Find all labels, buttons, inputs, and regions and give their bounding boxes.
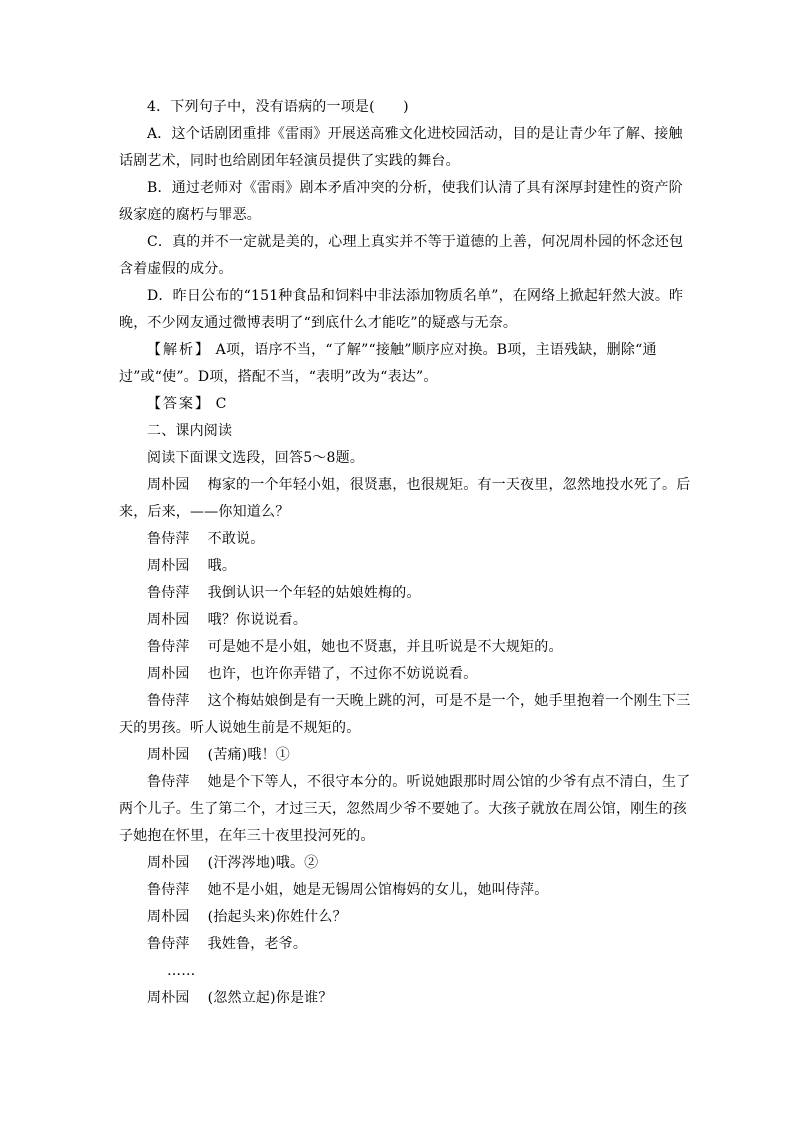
dialogue-text: 她是个下等人，不很守本分的。听说她跟那时周公馆的少爷有点不清白，生了 [207, 774, 691, 790]
option-b-line-2: 级家庭的腐朽与罪恶。 [119, 207, 261, 223]
speaker-name: 鲁侍萍 [147, 936, 190, 952]
speaker-name: 鲁侍萍 [147, 531, 190, 547]
document-content [119, 94, 691, 1012]
speaker-name: 鲁侍萍 [147, 882, 190, 898]
dialogue-line-1-cont: 来，后来，——你知道么？ [119, 504, 290, 520]
dialogue-text: (忽然立起)你是谁？ [207, 990, 333, 1006]
dialogue-line-10-cont: 两个儿子。生了第二个，才过三天，忽然周少爷不要她了。大孩子就放在周公馆，刚生的孩 [119, 801, 687, 817]
dialogue-line-7 [119, 661, 680, 688]
dialogue-line-14 [119, 931, 680, 958]
dialogue-text: 可是她不是小姐，她也不贤惠，并且听说是不大规矩的。 [207, 639, 563, 655]
option-d-line-1: D．昨日公布的“151种食品和饲料中非法添加物质名单”，在网络上掀起轩然大波。昨 [147, 288, 684, 304]
option-a-line-1: A．这个话剧团重排《雷雨》开展送高雅文化进校园活动，目的是让青少年了解、接触 [147, 126, 683, 142]
dialogue-text: (苦痛)哦！① [207, 747, 290, 763]
analysis-text-1: A项，语序不当，“了解”“接触”顺序应对换。B项，主语残缺，删除“通 [215, 342, 657, 358]
answer-value: C [215, 396, 227, 412]
speaker-name: 周朴园 [147, 855, 190, 871]
speaker-name: 鲁侍萍 [147, 639, 190, 655]
speaker-name: 周朴园 [147, 666, 190, 682]
section-title: 二、课内阅读 [147, 423, 233, 439]
speaker-name: 周朴园 [147, 558, 190, 574]
analysis-tag: 【解析】 [147, 342, 211, 358]
speaker-name: 鲁侍萍 [147, 693, 190, 709]
dialogue-line-9 [119, 742, 680, 769]
dialogue-line-5 [119, 607, 680, 634]
dialogue-text: 哦？你说说看。 [207, 612, 308, 628]
dialogue-final-line [119, 985, 680, 1012]
dialogue-text: 也许，也许你弄错了，不过你不妨说说看。 [207, 666, 478, 682]
speaker-name: 周朴园 [147, 477, 190, 493]
dialogue-line-10 [119, 769, 691, 796]
dialogue-text: 她不是小姐，她是无锡周公馆梅妈的女儿，她叫侍萍。 [207, 882, 549, 898]
option-a-line-2: 话剧艺术，同时也给剧团年轻演员提供了实践的舞台。 [119, 153, 460, 169]
speaker-name: 鲁侍萍 [147, 774, 190, 790]
dialogue-text: (抬起头来)你姓什么？ [207, 909, 347, 925]
answer-tag: 【答案】 [147, 396, 211, 412]
question-stem: 4．下列句子中，没有语病的一项是( ) [147, 99, 409, 115]
option-d-line-2: 晚，不少网友通过微博表明了“到底什么才能吃”的疑惑与无奈。 [119, 315, 518, 331]
answer-line [119, 391, 680, 418]
reading-instruction: 阅读下面课文选段，回答5～8题。 [147, 450, 365, 466]
dialogue-line-12 [119, 877, 680, 904]
option-c-line-1: C．真的并不一定就是美的，心理上真实并不等于道德的上善，何况周朴园的怀念还包 [147, 234, 684, 250]
dialogue-line-1 [119, 472, 691, 499]
dialogue-text: 我倒认识一个年轻的姑娘姓梅的。 [207, 585, 421, 601]
option-b-line-1: B．通过老师对《雷雨》剧本矛盾冲突的分析，使我们认清了具有深厚封建性的资产阶 [147, 180, 683, 196]
speaker-name: 周朴园 [147, 990, 190, 1006]
dialogue-text: (汗涔涔地)哦。② [207, 855, 319, 871]
speaker-name: 周朴园 [147, 747, 190, 763]
dialogue-line-2 [119, 526, 680, 553]
dialogue-line-6 [119, 634, 680, 661]
dialogue-line-4 [119, 580, 680, 607]
speaker-name: 鲁侍萍 [147, 585, 190, 601]
analysis-line-2: 过”或“使”。D项，搭配不当，“表明”改为“表达”。 [119, 369, 438, 385]
dialogue-text: 哦。 [207, 558, 237, 574]
dialogue-line-8 [119, 688, 691, 715]
dialogue-line-13 [119, 904, 680, 931]
dialogue-line-10-cont2: 子她抱在怀里，在年三十夜里投河死的。 [119, 828, 375, 844]
dialogue-text: 不敢说。 [207, 531, 265, 547]
dialogue-text: 梅家的一个年轻小姐，很贤惠，也很规矩。有一天夜里，忽然地投水死了。后 [207, 477, 691, 493]
ellipsis: …… [167, 963, 196, 979]
analysis-line-1 [119, 337, 680, 364]
dialogue-line-3 [119, 553, 680, 580]
speaker-name: 周朴园 [147, 612, 190, 628]
speaker-name: 周朴园 [147, 909, 190, 925]
option-c-line-2: 含着虚假的成分。 [119, 261, 233, 277]
dialogue-line-8-cont: 天的男孩。听人说她生前是不规矩的。 [119, 720, 361, 736]
dialogue-line-11 [119, 850, 680, 877]
dialogue-text: 我姓鲁，老爷。 [207, 936, 308, 952]
dialogue-text: 这个梅姑娘倒是有一天晚上跳的河，可是不是一个，她手里抱着一个刚生下三 [207, 693, 691, 709]
